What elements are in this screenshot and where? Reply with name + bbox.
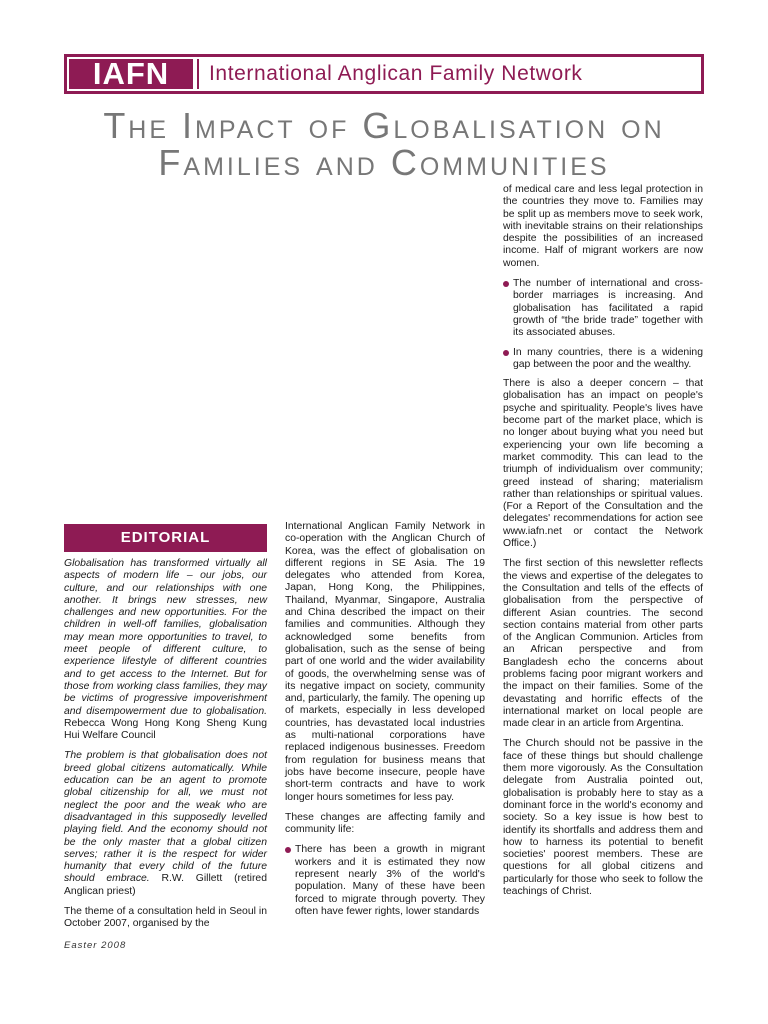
iafn-logo: IAFN (69, 59, 193, 89)
bullet-list (285, 844, 485, 918)
page-title-line-1: The Impact of Globalisation on (103, 105, 665, 146)
bullet-continuation: of medical care and less legal protection in the countries they move to. Families may be split up as members move to seek work, with inevitable strains on their relationships despite the possibilities of an increased income. Half of migrant workers are now women. (503, 184, 703, 269)
masthead-divider (197, 59, 199, 89)
list-item (285, 844, 485, 918)
bullet-text: In many countries, there is a widening gap between the poor and the wealthy. (513, 346, 703, 370)
quote-2-text: The problem is that globalisation does not breed global citizens automatically. While education can be an agent to promote global citizenship for all, we must not neglect the poor and the weak who are disadvantaged in this supposedly levelled playing field. And the economy should not be the only master that a global citizen serves; rather it is the respect for wider humanity that every child of the future should embrace. (64, 750, 267, 885)
column-1 (64, 524, 267, 939)
column-3-paragraph-3: The Church should not be passive in the face of these things but should challenge them more vigorously. As the Consultation delegate from Australia pointed out, globalisation is probably here to stay as a dominant force in the world's economy and society. So a key issue is how best to identify its shortfalls and address them and how to harness its potential to benefit societies' poorest members. These are questions for all global citizens and particularly for those who seek to follow the teachings of Christ. (503, 738, 703, 898)
bullet-dot-icon (503, 350, 509, 356)
bullet-list (503, 278, 703, 371)
page-title-line-2: Families and Communities (158, 142, 610, 183)
list-item (503, 278, 703, 339)
organisation-name: International Anglican Family Network (209, 62, 583, 85)
column-3 (503, 184, 703, 906)
column-3-paragraph-1: There is also a deeper concern – that globalisation has an impact on people's psyche and spirituality. People's lives have become part of the market place, which is no longer about buying what you need but experiencing your own life becoming a market commodity. This can lead to the triumph of individualism over community; greed instead of sharing; materialism rather than relationships or spiritual values. (For a Report of the Consultation and the delegates' recommendations for action see www.iafn.net or contact the Network Office.) (503, 378, 703, 550)
column-2-paragraph-2: These changes are affecting family and community life: (285, 811, 485, 836)
masthead (64, 54, 704, 94)
editorial-quote-2 (64, 750, 267, 898)
column-2-paragraph-1: International Anglican Family Network in co-operation with the Anglican Church of Korea, was the effect of globalisation on different regions in SE Asia. The 19 delegates who attended from Korea, Japan, Hong Kong, the Philippines, Thailand, Myanmar, Singapore, Australia and China described the impact on their families and communities. Although they acknowledged some benefits from globalisation, such as the sense of being part of one world and the wider availability of goods, the overwhelming sense was of its negative impact on society, community and, particularly, the family. The opening up of markets, especially in less developed countries, has devastated local industries as multi-national corporations have replaced indigenous businesses. Freedom from regulation for business means that jobs have become insecure, people have short-term contracts and have to work longer hours sometimes for less pay. (285, 521, 485, 803)
column-3-paragraph-2: The first section of this newsletter reflects the views and expertise of the delegates to the Consultation and tells of the effects of globalisation from the perspective of different Asian countries. The second section contains material from other parts of the Anglican Communion. Articles from an African perspective and from Bangladesh echo the concerns about problems facing poor migrant workers and the impact on their families. Some of the devastating and horrific effects of the international market on local people are made clear in an article from Argentina. (503, 558, 703, 730)
editorial-paragraph: The theme of a consultation held in Seoul in October 2007, organised by the (64, 906, 267, 930)
editorial-heading: EDITORIAL (64, 524, 267, 552)
column-2 (285, 521, 485, 925)
bullet-dot-icon (285, 847, 291, 853)
bullet-dot-icon (503, 281, 509, 287)
list-item (503, 347, 703, 372)
issue-footer: Easter 2008 (64, 940, 127, 951)
bullet-text: There has been a growth in migrant workers and it is estimated they now represent nearly 3% of the world's population. Many of these have been forced to migrate through poverty. They often have fewer rights, lower standards (295, 844, 485, 917)
quote-1-attribution: Rebecca Wong Hong Kong Sheng Kung Hui Welfare Council (64, 717, 267, 742)
editorial-quote-1 (64, 558, 267, 742)
quote-1-text: Globalisation has transformed virtually all aspects of modern life – our jobs, our culture, and our relationships with one another. It brings new stresses, new challenges and new opportunities. For the children in well-off families, globalisation may mean more opportunities to travel, to meet people of different culture, to experience lifestyle of different countries and to get access to the Internet. But for those from working class families, they may be victims of progressive impoverishment and disempowerment due to globalisation. (64, 558, 267, 717)
quote-2-attribution: R.W. Gillett (retired Anglican priest) (64, 873, 267, 897)
bullet-text: The number of international and cross-border marriages is increasing. And globalisation has facilitated a rapid growth of “the bride trade” together with its associated abuses. (513, 278, 703, 339)
